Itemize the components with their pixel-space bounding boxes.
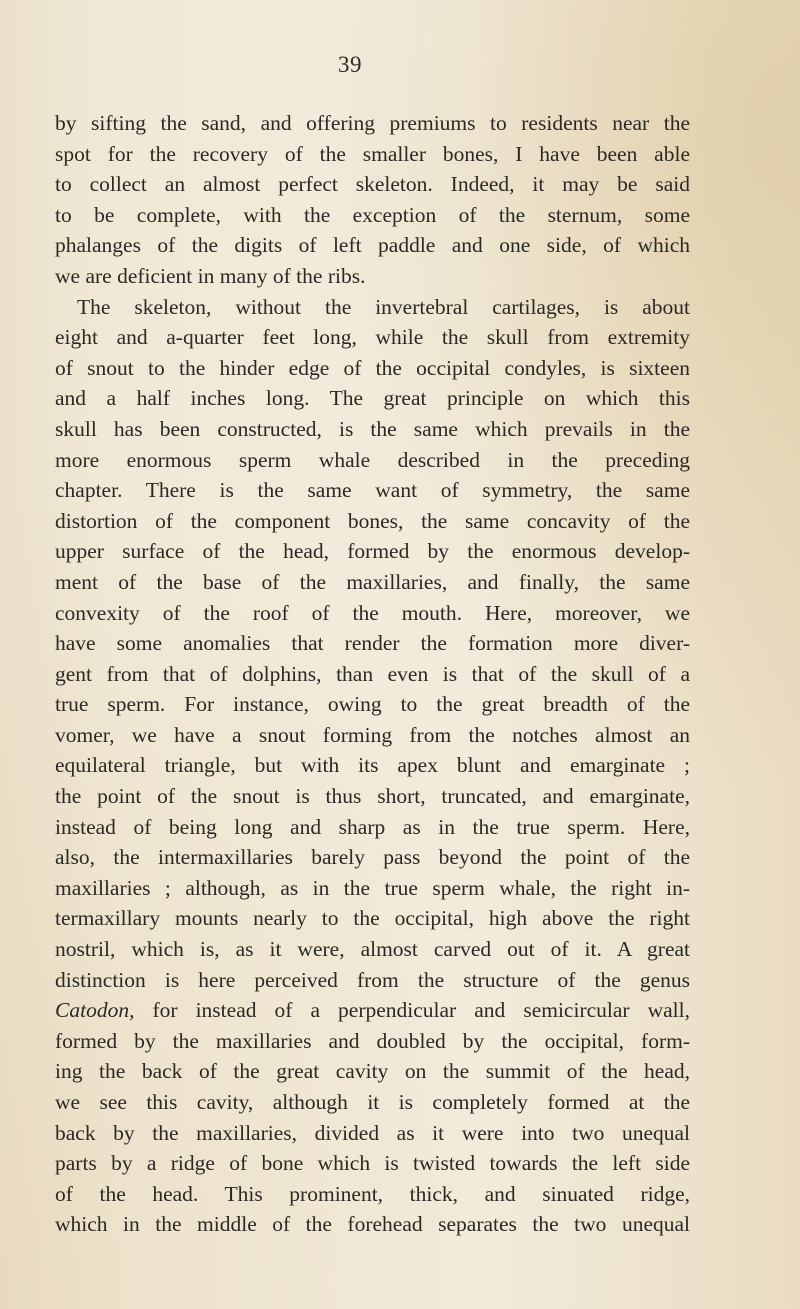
text-line: equilateral triangle, but with its apex blunt and emarginate ; <box>55 753 690 778</box>
text-line: eight and a-quarter feet long, while the skull from extremity <box>55 325 690 350</box>
text-line: ment of the base of the maxillaries, and finally, the same <box>55 569 690 594</box>
text-line-genus <box>55 995 690 1026</box>
text-line: termaxillary mounts nearly to the occipital, high above the right <box>55 906 690 931</box>
text-line: chapter. There is the same want of symmetry, the same <box>55 478 690 503</box>
text-line: back by the maxillaries, divided as it were into two unequal <box>55 1120 690 1145</box>
text-line: have some anomalies that render the formation more diver- <box>55 631 690 656</box>
text-line: skull has been constructed, is the same which prevails in the <box>55 416 690 441</box>
text-line: phalanges of the digits of left paddle and one side, of which <box>55 233 690 258</box>
text-line: maxillaries ; although, as in the true sperm whale, the right in- <box>55 875 690 900</box>
text-line: the point of the snout is thus short, truncated, and emarginate, <box>55 784 690 809</box>
text-line: we see this cavity, although it is completely formed at the <box>55 1090 690 1114</box>
text-line: instead of being long and sharp as in the true sperm. Here, <box>55 814 690 839</box>
text-line: spot for the recovery of the smaller bones, I have been able <box>55 141 690 166</box>
text-line: which in the middle of the forehead separates the two unequal <box>55 1212 690 1237</box>
text-line: nostril, which is, as it were, almost carved out of it. A great <box>55 937 690 962</box>
text-line: distortion of the component bones, the same concavity of the <box>55 508 690 533</box>
text-line-rest: for instead of a perpendicular and semicircular wall, <box>152 998 690 1023</box>
text-line: more enormous sperm whale described in the preceding <box>55 447 690 472</box>
text-line: convexity of the roof of the mouth. Here, moreover, we <box>55 600 690 625</box>
text-line: The skeleton, without the invertebral cartilages, is about <box>77 294 690 319</box>
text-line: gent from that of dolphins, than even is that of the skull of a <box>55 661 690 686</box>
text-line: of snout to the hinder edge of the occipital condyles, is sixteen <box>55 355 690 380</box>
text-line: and a half inches long. The great principle on which this <box>55 386 690 411</box>
text-line: we are deficient in many of the ribs. <box>55 263 366 288</box>
text-line: vomer, we have a snout forming from the notches almost an <box>55 722 690 747</box>
genus-name: Catodon, <box>55 998 135 1023</box>
text-line: by sifting the sand, and offering premiums to residents near the <box>55 111 690 135</box>
text-line: upper surface of the head, formed by the enormous develop- <box>55 539 690 564</box>
text-line: parts by a ridge of bone which is twisted towards the left side <box>55 1151 690 1176</box>
text-line: to collect an almost perfect skeleton. Indeed, it may be said <box>55 172 690 197</box>
text-line: distinction is here perceived from the structure of the genus <box>55 967 690 992</box>
text-line: formed by the maxillaries and doubled by the occipital, form- <box>55 1028 690 1053</box>
text-line: to be complete, with the exception of the sternum, some <box>55 202 690 227</box>
text-line: true sperm. For instance, owing to the great breadth of the <box>55 692 690 717</box>
text-line: of the head. This prominent, thick, and sinuated ridge, <box>55 1181 690 1206</box>
page-number: 39 <box>338 52 362 77</box>
text-line: also, the intermaxillaries barely pass beyond the point of the <box>55 845 690 870</box>
text-line: ing the back of the great cavity on the summit of the head, <box>55 1059 690 1084</box>
body-text <box>55 108 690 1240</box>
